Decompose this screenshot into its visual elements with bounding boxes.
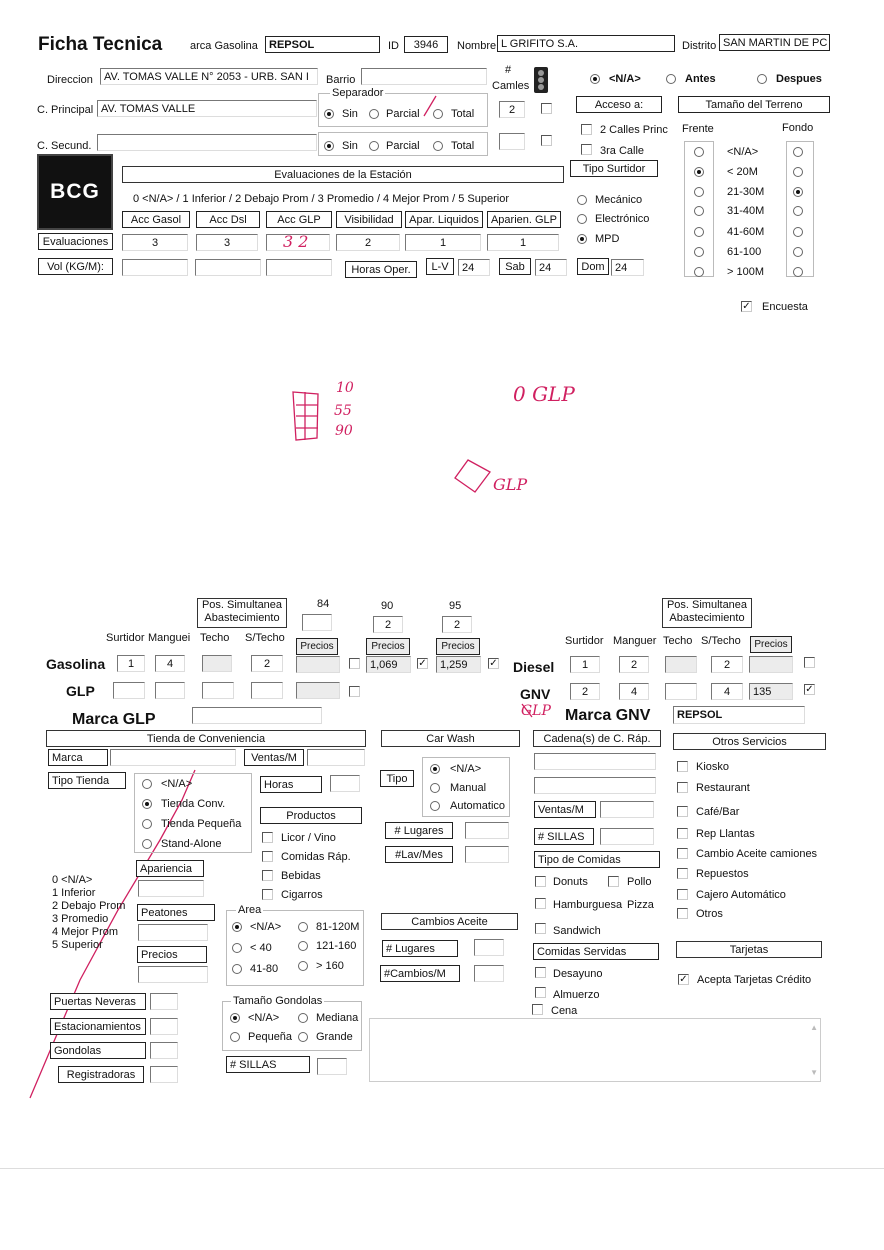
apariencia-field[interactable]	[138, 880, 204, 897]
oct-90-label: 90	[381, 600, 394, 612]
terreno-title: Tamaño del Terreno	[678, 96, 830, 113]
principal-label: C. Principal	[37, 104, 94, 116]
marca-gasolina-field[interactable]: REPSOL	[265, 36, 380, 53]
area-radio[interactable]	[298, 961, 308, 971]
cadena-ventas-label: Ventas/M	[534, 801, 596, 818]
otros-label: Café/Bar	[696, 806, 740, 818]
acepta-tarjetas-check[interactable]: ✓	[679, 974, 688, 985]
precios-84-button[interactable]: Precios	[296, 638, 338, 655]
otros-check[interactable]	[677, 828, 688, 839]
cadena-field-2[interactable]	[534, 777, 656, 794]
note-1: 10	[336, 380, 354, 396]
distrito-field[interactable]: SAN MARTIN DE PC	[719, 34, 830, 51]
tercera-calle-label: 3ra Calle	[600, 145, 645, 157]
tienda-title: Tienda de Conveniencia	[46, 730, 366, 747]
sep1-parcial-label: Parcial	[386, 108, 420, 120]
carwash-manual-radio[interactable]	[430, 783, 440, 793]
tienda-marca-label: Marca	[48, 749, 108, 766]
producto-check[interactable]	[262, 889, 273, 900]
area-radio[interactable]	[232, 922, 242, 932]
cena-label: Cena	[551, 1005, 578, 1017]
tienda-ventas-label: Ventas/M	[244, 749, 304, 766]
diesel-precios-button[interactable]: Precios	[750, 636, 792, 653]
terreno-size-label: 61-100	[727, 246, 762, 258]
eval-col-button[interactable]: Aparien. GLP	[487, 211, 561, 228]
otros-check[interactable]	[677, 868, 688, 879]
gondola-na-label: <N/A>	[248, 1012, 280, 1024]
horas-field[interactable]	[330, 775, 360, 792]
otros-label: Rep Llantas	[696, 828, 755, 840]
otros-check[interactable]	[677, 848, 688, 859]
gasolina-surtidor[interactable]: 1	[117, 655, 145, 672]
cadena-sillas-label: # SILLAS	[534, 828, 594, 845]
principal-field[interactable]: AV. TOMAS VALLE	[97, 100, 317, 117]
carwash-lavmes-field[interactable]	[465, 846, 509, 863]
sep2-sin-label: Sin	[342, 140, 358, 152]
producto-check[interactable]	[262, 870, 273, 881]
puertas-neveras-field[interactable]	[150, 993, 178, 1010]
eval-value-field[interactable]: 1	[487, 234, 559, 251]
camiles-field-1[interactable]: 2	[499, 101, 525, 118]
peatones-label: Peatones	[137, 904, 215, 921]
horas-label: Horas	[260, 776, 322, 793]
note-5: GLP	[493, 475, 528, 494]
sab-field[interactable]: 24	[535, 259, 567, 276]
barrio-label: Barrio	[326, 74, 356, 86]
oct-84-label: 84	[317, 598, 330, 610]
direccion-label: Direccion	[47, 74, 93, 86]
diamond-sketch	[455, 460, 490, 492]
tipo-surtidor-button[interactable]: Tipo Surtidor	[570, 160, 658, 177]
puertas-neveras-label: Puertas Neveras	[50, 993, 146, 1010]
tienda-sillas-label: # SILLAS	[226, 1056, 310, 1073]
diesel-col-techo: Techo	[663, 635, 693, 647]
gasolina-label: Gasolina	[46, 656, 106, 672]
area-radio[interactable]	[298, 922, 308, 932]
frente-label: Frente	[682, 123, 714, 135]
gnv-price-check[interactable]: ✓	[805, 684, 814, 695]
gondola-mediana-radio[interactable]	[298, 1013, 308, 1023]
tienda-marca-field[interactable]	[110, 749, 236, 766]
carwash-title: Car Wash	[381, 730, 520, 747]
terreno-size-label: 21-30M	[727, 186, 765, 198]
tipo-tienda-radio[interactable]	[142, 799, 152, 809]
encuesta-check[interactable]: ✓	[742, 301, 751, 312]
eval-col-button[interactable]: Acc GLP	[266, 211, 332, 228]
page-divider	[0, 1168, 884, 1169]
direccion-field[interactable]: AV. TOMAS VALLE N° 2053 - URB. SAN I	[100, 68, 318, 85]
cadena-field-1[interactable]	[534, 753, 656, 770]
estacionamientos-field[interactable]	[150, 1018, 178, 1035]
scale-item: 5 Superior	[52, 939, 103, 951]
scale-item: 2 Debajo Prom	[52, 900, 126, 912]
gnv-stecho[interactable]: 4	[711, 683, 743, 700]
diesel-techo[interactable]	[665, 656, 697, 673]
area-option: < 40	[250, 942, 272, 954]
eval-value-field[interactable]: 3	[196, 234, 258, 251]
scale-item: 4 Mejor Prom	[52, 926, 119, 938]
otros-label: Kiosko	[696, 761, 730, 773]
evaluaciones-scale: 0 <N/A> / 1 Inferior / 2 Debajo Prom / 3 Promedio / 4 Mejor Prom / 5 Superior	[133, 193, 509, 205]
fondo-label: Fondo	[782, 122, 814, 134]
sep1-total-label: Total	[451, 108, 475, 120]
otros-label: Cajero Automático	[696, 889, 786, 901]
otros-check[interactable]	[677, 806, 688, 817]
oct-90-field[interactable]: 2	[373, 616, 403, 633]
tipo-tienda-option: <N/A>	[161, 778, 193, 790]
acceso-button[interactable]: Acceso a:	[576, 96, 662, 113]
donuts-check[interactable]	[535, 876, 546, 887]
cambios-title: Cambios Aceite	[381, 913, 518, 930]
pollo-label: Pollo	[627, 876, 652, 888]
gnv-label: GNV	[520, 686, 551, 702]
marca-glp-field[interactable]	[192, 707, 322, 724]
price-84-field[interactable]	[296, 656, 340, 673]
check-stroke	[424, 96, 436, 116]
diesel-surtidor[interactable]: 1	[570, 656, 600, 673]
gnv-precio[interactable]: 135	[749, 683, 793, 700]
price-90-check[interactable]: ✓	[418, 658, 427, 669]
gnv-techo[interactable]	[665, 683, 697, 700]
tienda-ventas-field[interactable]	[307, 749, 365, 766]
comments-textarea[interactable]	[369, 1018, 821, 1082]
carwash-manual-label: Manual	[450, 782, 487, 794]
carwash-auto-radio[interactable]	[430, 801, 440, 811]
eval-col-button[interactable]: Acc Dsl	[196, 211, 260, 228]
price-95-field[interactable]: 1,259	[436, 656, 481, 673]
otros-check[interactable]	[677, 889, 688, 900]
surtidor-mecanico-label: Mecánico	[595, 194, 643, 206]
carwash-na-label: <N/A>	[450, 763, 482, 775]
gondola-grande-label: Grande	[316, 1031, 353, 1043]
hamburguesa-label: Hamburguesa	[553, 899, 623, 911]
eval-col-button[interactable]: Visibilidad	[336, 211, 402, 228]
dom-label: Dom	[577, 258, 609, 275]
gas-col-manguer: Manguei	[148, 632, 191, 644]
estacionamientos-label: Estacionamientos	[50, 1018, 146, 1035]
carwash-auto-label: Automatico	[450, 800, 506, 812]
pizza-label: Pizza	[627, 899, 654, 911]
carwash-lavmes-label: #Lav/Mes	[385, 846, 453, 863]
dom-field[interactable]: 24	[611, 259, 644, 276]
id-label: ID	[388, 40, 399, 52]
gas-col-techo: Techo	[200, 632, 230, 644]
sep2-parcial-label: Parcial	[386, 140, 420, 152]
sandwich-check[interactable]	[535, 923, 546, 934]
cadena-title: Cadena(s) de C. Ráp.	[533, 730, 661, 747]
terreno-size-label: <N/A>	[727, 146, 759, 158]
cadena-ventas-field[interactable]	[600, 801, 654, 818]
scroll-down-icon[interactable]: ▼	[810, 1068, 818, 1077]
encuesta-label: Encuesta	[762, 301, 808, 313]
otros-label: Repuestos	[696, 868, 749, 880]
cambios-lugares-field[interactable]	[474, 939, 504, 956]
glp-precio[interactable]	[296, 682, 340, 699]
tam-gondolas-label: Tamaño Gondolas	[233, 995, 323, 1007]
tipo-tienda-option: Stand-Alone	[161, 838, 222, 850]
producto-label: Cigarros	[281, 889, 323, 901]
oct-84-field[interactable]	[302, 614, 332, 631]
producto-label: Bebidas	[281, 870, 321, 882]
producto-check[interactable]	[262, 851, 273, 862]
tarjetas-title: Tarjetas	[676, 941, 822, 958]
sandwich-label: Sandwich	[553, 925, 601, 937]
diesel-pos-simult: Pos. Simultanea Abastecimiento	[662, 598, 752, 628]
eval-value-field[interactable]: 3	[122, 234, 188, 251]
acc-glp-scribble: 3 2	[283, 232, 309, 251]
desayuno-check[interactable]	[535, 967, 546, 978]
hamburguesa-check[interactable]	[535, 898, 546, 909]
glp-surtidor[interactable]	[113, 682, 145, 699]
price-84-check[interactable]	[349, 658, 360, 669]
area-option: <N/A>	[250, 921, 282, 933]
page-title: Ficha Tecnica	[38, 34, 163, 55]
producto-label: Licor / Vino	[281, 832, 336, 844]
gondola-mediana-label: Mediana	[316, 1012, 359, 1024]
gondola-na-radio[interactable]	[230, 1013, 240, 1023]
diesel-label: Diesel	[513, 659, 555, 675]
grid-sketch	[293, 392, 318, 440]
camiles-hash: #	[505, 64, 512, 76]
area-option: 121-160	[316, 940, 357, 952]
gas-col-surtidor: Surtidor	[106, 632, 145, 644]
gasolina-manguera[interactable]: 4	[155, 655, 185, 672]
otros-label: Otros	[696, 908, 723, 920]
producto-label: Comidas Ráp.	[281, 851, 351, 863]
diesel-price-check[interactable]	[804, 657, 815, 668]
id-field[interactable]: 3946	[404, 36, 448, 53]
gas-col-stecho: S/Techo	[245, 632, 285, 644]
glp-stecho[interactable]	[251, 682, 283, 699]
lv-field[interactable]: 24	[458, 259, 490, 276]
carwash-tipo-label: Tipo	[380, 770, 414, 787]
terreno-size-label: 31-40M	[727, 205, 765, 217]
glp-label: GLP	[66, 683, 95, 699]
scale-item: 3 Promedio	[52, 913, 109, 925]
area-option: 81-120M	[316, 921, 360, 933]
evaluaciones-title: Evaluaciones de la Estación	[122, 166, 564, 183]
area-option: 41-80	[250, 963, 279, 975]
nombre-field[interactable]: L GRIFITO S.A.	[497, 35, 675, 52]
scroll-up-icon[interactable]: ▲	[810, 1023, 818, 1032]
marca-gasolina-label: arca Gasolina	[190, 40, 258, 52]
gondola-pequena-label: Pequeña	[248, 1031, 293, 1043]
antes-label: Antes	[685, 73, 716, 85]
eval-value-field[interactable]: 1	[405, 234, 481, 251]
horas-oper-button[interactable]: Horas Oper.	[345, 261, 417, 278]
marca-glp-label: Marca GLP	[72, 711, 156, 728]
area-label: Area	[238, 904, 262, 916]
cambios-mes-label: #Cambios/M	[380, 965, 460, 982]
almuerzo-check[interactable]	[535, 987, 546, 998]
otros-check[interactable]	[677, 908, 688, 919]
tienda-sillas-field[interactable]	[317, 1058, 347, 1075]
gnv-manguera[interactable]: 4	[619, 683, 649, 700]
nombre-label: Nombre	[457, 40, 497, 52]
eval-col-button[interactable]: Acc Gasol	[122, 211, 190, 228]
area-radio[interactable]	[232, 964, 242, 974]
gondola-grande-radio[interactable]	[298, 1032, 308, 1042]
area-radio[interactable]	[298, 941, 308, 951]
otros-label: Restaurant	[696, 782, 750, 794]
registradoras-label: Registradoras	[58, 1066, 144, 1083]
glp-price-check[interactable]	[349, 686, 360, 697]
eval-col-button[interactable]: Apar. Liquidos	[405, 211, 483, 228]
comidas-servidas-title: Comidas Servidas	[533, 943, 659, 960]
vol-label: Vol (KG/M):	[38, 258, 113, 275]
otros-check[interactable]	[677, 782, 688, 793]
almuerzo-label: Almuerzo	[553, 989, 600, 1001]
peatones-field[interactable]	[138, 924, 208, 941]
gas-pos-simult: Pos. Simultanea Abastecimiento	[197, 598, 287, 628]
surtidor-electronico-label: Electrónico	[595, 213, 650, 225]
otros-title: Otros Servicios	[673, 733, 826, 750]
diesel-col-surtidor: Surtidor	[565, 635, 604, 647]
tipo-tienda-radio[interactable]	[142, 839, 152, 849]
oct-95-field[interactable]: 2	[442, 616, 472, 633]
desayuno-label: Desayuno	[553, 968, 603, 980]
tipo-tienda-radio[interactable]	[142, 819, 152, 829]
scale-item: 0 <N/A>	[52, 874, 93, 886]
otros-check[interactable]	[677, 761, 688, 772]
lv-label: L-V	[426, 258, 454, 275]
na-label: <N/A>	[609, 73, 641, 85]
sep1-sin-label: Sin	[342, 108, 358, 120]
gondola-pequena-radio[interactable]	[230, 1032, 240, 1042]
producto-check[interactable]	[262, 832, 273, 843]
gondolas-field[interactable]	[150, 1042, 178, 1059]
tipo-tienda-option: Tienda Conv.	[161, 798, 226, 810]
precios-90-button[interactable]: Precios	[366, 638, 410, 655]
diesel-col-stecho: S/Techo	[701, 635, 741, 647]
price-95-check[interactable]: ✓	[489, 658, 498, 669]
sab-label: Sab	[499, 258, 531, 275]
terreno-size-label: > 100M	[727, 266, 764, 278]
area-option: > 160	[316, 960, 344, 972]
tipo-tienda-option: Tienda Pequeña	[161, 818, 242, 830]
pollo-check[interactable]	[608, 876, 619, 887]
glp-techo[interactable]	[202, 682, 234, 699]
note-6: GLP	[521, 703, 551, 719]
price-90-field[interactable]: 1,069	[366, 656, 411, 673]
despues-label: Despues	[776, 73, 822, 85]
registradoras-field[interactable]	[150, 1066, 178, 1083]
oct-95-label: 95	[449, 600, 462, 612]
area-radio[interactable]	[232, 943, 242, 953]
diesel-stecho[interactable]: 2	[711, 656, 743, 673]
eval-value-field[interactable]: 2	[336, 234, 400, 251]
apariencia-label: Apariencia	[136, 860, 204, 877]
precios-95-button[interactable]: Precios	[436, 638, 480, 655]
distrito-label: Distrito	[682, 40, 717, 52]
marca-gnv-label: Marca GNV	[565, 707, 651, 724]
note-4: 0 GLP	[513, 382, 575, 406]
tipo-tienda-label: Tipo Tienda	[48, 772, 126, 789]
marca-gnv-field[interactable]: REPSOL	[673, 706, 805, 724]
cena-check[interactable]	[532, 1004, 543, 1015]
cambios-mes-field[interactable]	[474, 965, 504, 982]
scale-item: 1 Inferior	[52, 887, 96, 899]
camiles-label: Camles	[492, 80, 530, 92]
gasolina-stecho[interactable]: 2	[251, 655, 283, 672]
glp-manguera[interactable]	[155, 682, 185, 699]
otros-label: Cambio Aceite camiones	[696, 848, 818, 860]
donuts-label: Donuts	[553, 876, 588, 888]
surtidor-mpd-label: MPD	[595, 233, 620, 245]
carwash-na-radio[interactable]	[430, 764, 440, 774]
secund-label: C. Secund.	[37, 140, 92, 152]
gondolas-group	[222, 1001, 362, 1051]
cambios-lugares-label: # Lugares	[382, 940, 458, 957]
carwash-lugares-label: # Lugares	[385, 822, 453, 839]
tipo-comidas-title: Tipo de Comidas	[534, 851, 660, 868]
gasolina-techo[interactable]	[202, 655, 232, 672]
precios-label: Precios	[137, 946, 207, 963]
terreno-size-label: < 20M	[727, 166, 758, 178]
carwash-lugares-field[interactable]	[465, 822, 509, 839]
gnv-surtidor[interactable]: 2	[570, 683, 600, 700]
acepta-tarjetas-label: Acepta Tarjetas Crédito	[697, 974, 812, 986]
gondolas-label: Gondolas	[50, 1042, 146, 1059]
productos-button: Productos	[260, 807, 362, 824]
diesel-manguera[interactable]: 2	[619, 656, 649, 673]
terreno-size-label: 41-60M	[727, 226, 765, 238]
cadena-sillas-field[interactable]	[600, 828, 654, 845]
bcg-logo: BCG	[37, 154, 113, 230]
note-2: 55	[334, 403, 352, 419]
calles-princ-label: 2 Calles Princ	[600, 124, 668, 136]
sep2-total-label: Total	[451, 140, 475, 152]
precios-field[interactable]	[138, 966, 208, 983]
separador-label: Separador	[332, 87, 384, 99]
note-3: 90	[335, 423, 353, 439]
evaluaciones-button[interactable]: Evaluaciones	[38, 233, 113, 250]
diesel-precio[interactable]	[749, 656, 793, 673]
tipo-tienda-radio[interactable]	[142, 779, 152, 789]
diesel-col-manguer: Manguer	[613, 635, 657, 647]
